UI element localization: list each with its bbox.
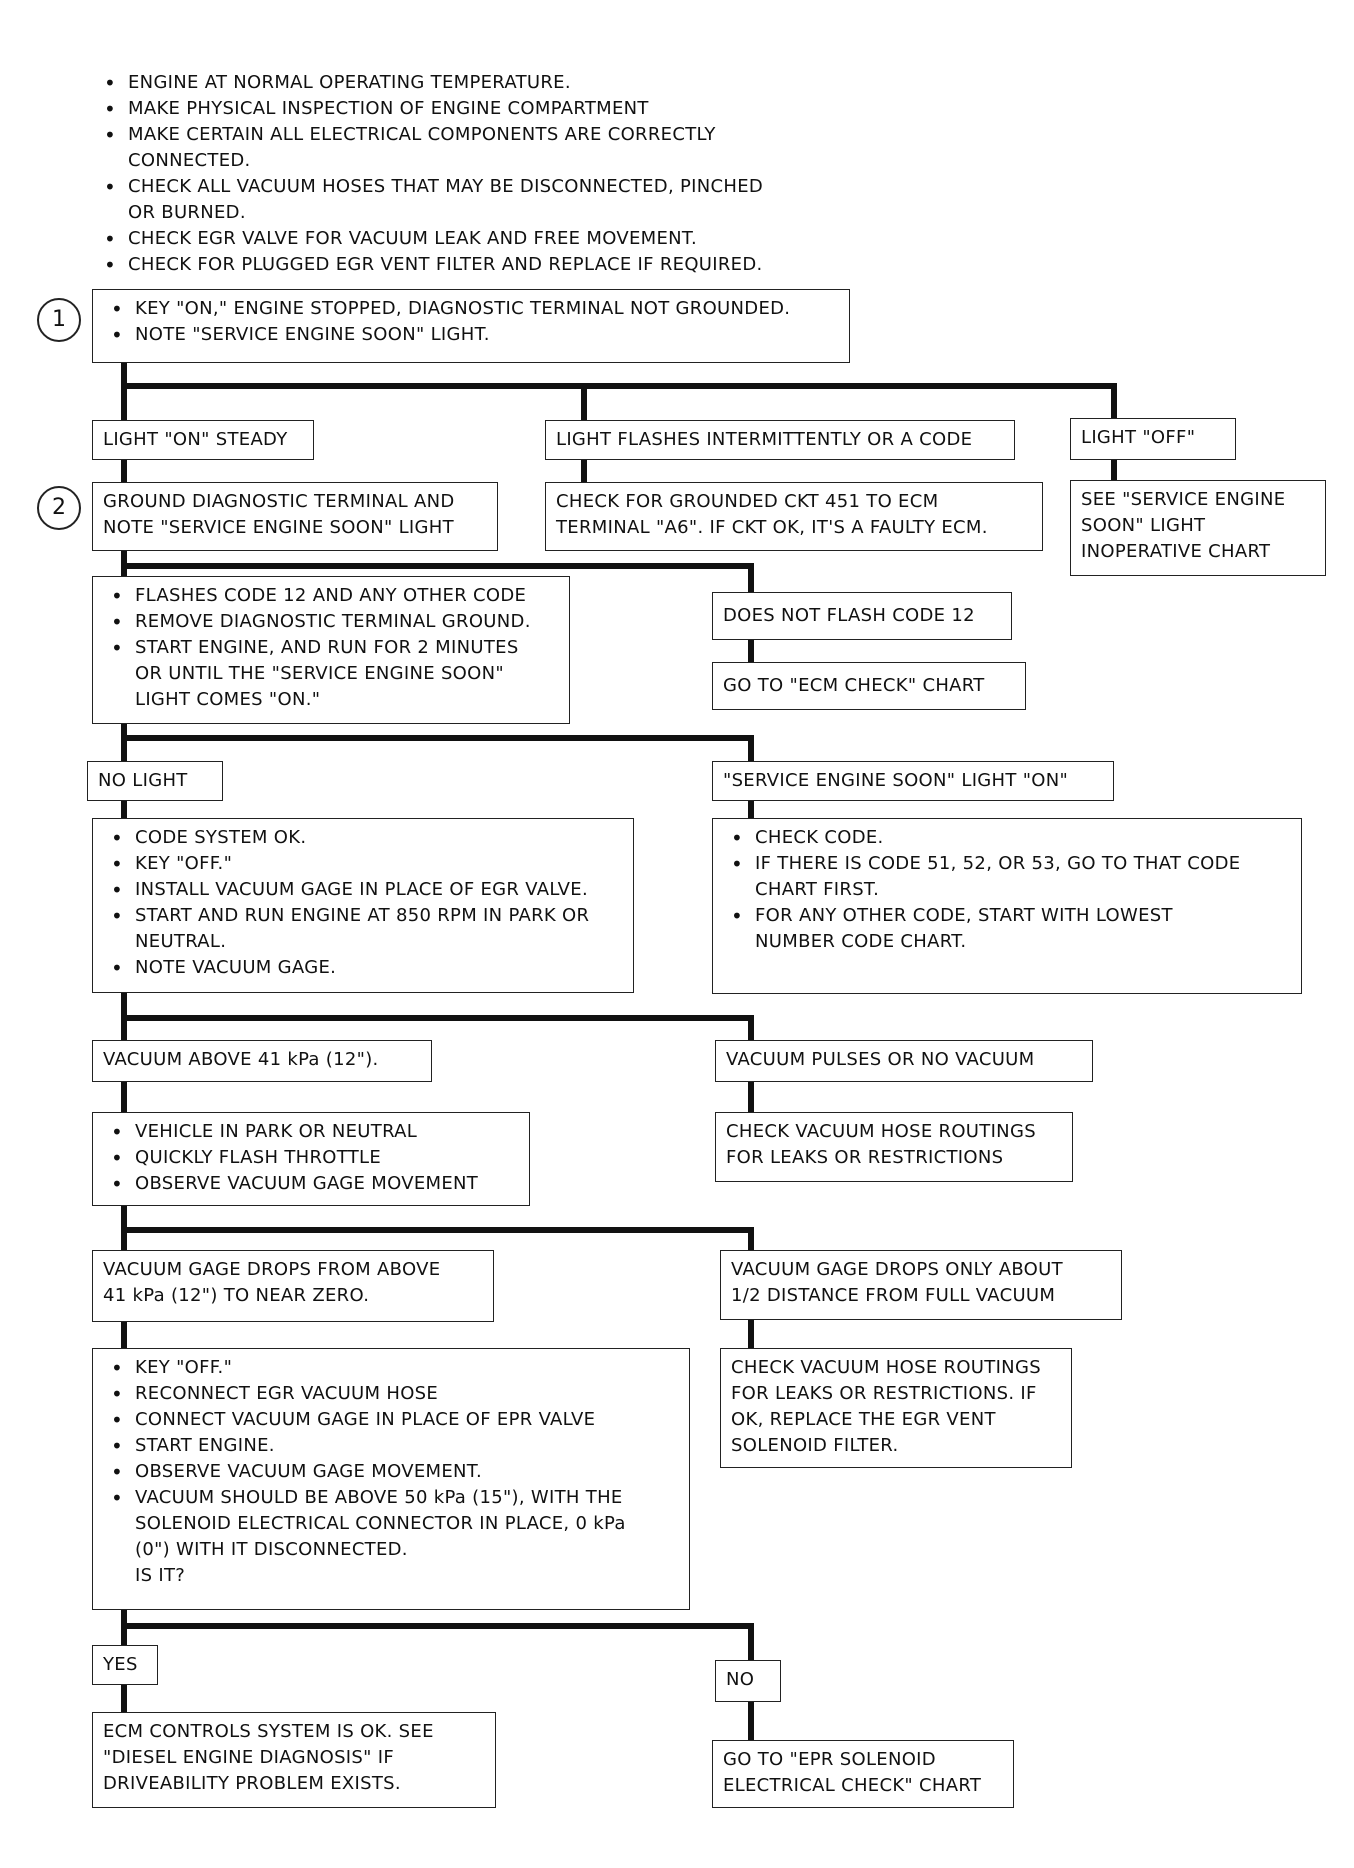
- no-light-label: NO LIGHT: [87, 761, 223, 801]
- flash-throttle-box: [92, 1112, 530, 1206]
- ecm-ok-box: [92, 1712, 496, 1808]
- does-not-flash-label: DOES NOT FLASH CODE 12: [712, 592, 1012, 640]
- final-check-box: [92, 1348, 690, 1610]
- vacuum-above-label: VACUUM ABOVE 41 kPa (12").: [92, 1040, 432, 1082]
- connector: [121, 383, 1117, 389]
- final-check-list: [103, 1355, 679, 1589]
- step-1-item: • KEY "ON," ENGINE STOPPED, DIAGNOSTIC TERMINAL NOT GROUNDED.: [103, 296, 839, 322]
- final-check-item: • OBSERVE VACUUM GAGE MOVEMENT.: [103, 1459, 679, 1485]
- epr-solenoid-line: ELECTRICAL CHECK" CHART: [723, 1775, 982, 1796]
- intro-item: • CHECK ALL VACUUM HOSES THAT MAY BE DISCONNECTED, PINCHED OR BURNED.: [96, 174, 763, 226]
- goto-ecm-check-box: GO TO "ECM CHECK" CHART: [712, 662, 1026, 710]
- gage-drops-line: 41 kPa (12") TO NEAR ZERO.: [103, 1285, 370, 1306]
- connector: [121, 459, 127, 483]
- flash-throttle-item: • QUICKLY FLASH THROTTLE: [103, 1145, 519, 1171]
- connector: [748, 735, 754, 763]
- connector: [748, 1318, 754, 1350]
- connector: [121, 563, 754, 569]
- connector: [748, 639, 754, 663]
- ecm-ok-line: "DIESEL ENGINE DIAGNOSIS" IF: [103, 1747, 394, 1768]
- check-hose-filter-line: FOR LEAKS OR RESTRICTIONS. IF: [731, 1383, 1037, 1404]
- step-1-marker: 1: [37, 298, 81, 342]
- connector: [748, 1227, 754, 1251]
- inoperative-line: SEE "SERVICE ENGINE: [1081, 489, 1286, 510]
- flash-throttle-list: [103, 1119, 519, 1197]
- code-system-item: • INSTALL VACUUM GAGE IN PLACE OF EGR VALVE.: [103, 877, 623, 903]
- check-code-box: [712, 818, 1302, 994]
- connector: [121, 1684, 127, 1714]
- final-check-item: • KEY "OFF.": [103, 1355, 679, 1381]
- intro-item-cont: CONNECTED.: [128, 150, 251, 171]
- check-hose-filter-line: CHECK VACUUM HOSE ROUTINGS: [731, 1357, 1041, 1378]
- connector: [581, 459, 587, 483]
- check-ckt451-line: CHECK FOR GROUNDED CKT 451 TO ECM: [556, 491, 939, 512]
- connector: [748, 1702, 754, 1742]
- check-ckt451-line: TERMINAL "A6". IF CKT OK, IT'S A FAULTY ECM.: [556, 517, 988, 538]
- code-12-box: [92, 576, 570, 724]
- connector: [121, 1320, 127, 1350]
- code-system-ok-box: [92, 818, 634, 993]
- light-flashes-label: LIGHT FLASHES INTERMITTENTLY OR A CODE: [545, 420, 1015, 460]
- intro-item: • ENGINE AT NORMAL OPERATING TEMPERATURE.: [96, 70, 763, 96]
- final-check-item: • RECONNECT EGR VACUUM HOSE: [103, 1381, 679, 1407]
- code-12-item: • FLASHES CODE 12 AND ANY OTHER CODE: [103, 583, 559, 609]
- connector: [121, 383, 127, 423]
- gage-half-drop-line: 1/2 DISTANCE FROM FULL VACUUM: [731, 1285, 1056, 1306]
- inoperative-chart-box: [1070, 480, 1326, 576]
- connector: [1111, 383, 1117, 423]
- connector: [748, 1623, 754, 1663]
- step-1-item: • NOTE "SERVICE ENGINE SOON" LIGHT.: [103, 322, 839, 348]
- code-system-item: • KEY "OFF.": [103, 851, 623, 877]
- code-12-item: • START ENGINE, AND RUN FOR 2 MINUTES OR UNTIL THE "SERVICE ENGINE SOON" LIGHT COMES "ON.": [103, 635, 559, 713]
- connector: [748, 1080, 754, 1114]
- light-on-steady-label: LIGHT "ON" STEADY: [92, 420, 314, 460]
- code-12-list: [103, 583, 559, 713]
- check-hose-line: CHECK VACUUM HOSE ROUTINGS: [726, 1121, 1036, 1142]
- gage-half-drop-box: [720, 1250, 1122, 1320]
- flash-throttle-item: • VEHICLE IN PARK OR NEUTRAL: [103, 1119, 519, 1145]
- check-hose-routing-box: [715, 1112, 1073, 1182]
- step-2-line: GROUND DIAGNOSTIC TERMINAL AND: [103, 491, 455, 512]
- code-system-item: • START AND RUN ENGINE AT 850 RPM IN PARK OR NEUTRAL.: [103, 903, 623, 955]
- intro-item: • MAKE CERTAIN ALL ELECTRICAL COMPONENTS ARE CORRECTLY CONNECTED.: [96, 122, 763, 174]
- yes-label: YES: [92, 1645, 158, 1685]
- gage-drops-box: [92, 1250, 494, 1322]
- connector: [121, 800, 127, 820]
- check-code-item: • IF THERE IS CODE 51, 52, OR 53, GO TO THAT CODE CHART FIRST.: [723, 851, 1291, 903]
- intro-checklist: [96, 70, 763, 278]
- no-label: NO: [715, 1660, 781, 1702]
- connector: [121, 1015, 754, 1021]
- final-check-item: • VACUUM SHOULD BE ABOVE 50 kPa (15"), WITH THE SOLENOID ELECTRICAL CONNECTOR IN PLACE, 0 kPa (0") WITH IT DISCONNECTED. IS IT?: [103, 1485, 679, 1589]
- epr-solenoid-line: GO TO "EPR SOLENOID: [723, 1749, 936, 1770]
- final-check-item: • CONNECT VACUUM GAGE IN PLACE OF EPR VALVE: [103, 1407, 679, 1433]
- gage-half-drop-line: VACUUM GAGE DROPS ONLY ABOUT: [731, 1259, 1063, 1280]
- intro-item-cont: OR BURNED.: [128, 202, 246, 223]
- check-ckt451-box: [545, 482, 1043, 551]
- connector: [581, 383, 587, 423]
- connector: [121, 1080, 127, 1114]
- code-system-list: [103, 825, 623, 981]
- connector: [121, 1227, 754, 1233]
- check-code-item: • FOR ANY OTHER CODE, START WITH LOWEST NUMBER CODE CHART.: [723, 903, 1291, 955]
- vacuum-pulses-label: VACUUM PULSES OR NO VACUUM: [715, 1040, 1093, 1082]
- flash-throttle-item: • OBSERVE VACUUM GAGE MOVEMENT: [103, 1171, 519, 1197]
- step-2-box: [92, 482, 498, 551]
- check-hose-filter-line: SOLENOID FILTER.: [731, 1435, 899, 1456]
- inoperative-line: SOON" LIGHT: [1081, 515, 1206, 536]
- epr-solenoid-box: [712, 1740, 1014, 1808]
- check-code-item: • CHECK CODE.: [723, 825, 1291, 851]
- connector: [1111, 459, 1117, 481]
- code-system-item: • CODE SYSTEM OK.: [103, 825, 623, 851]
- step-1-box: [92, 289, 850, 363]
- code-system-item: • NOTE VACUUM GAGE.: [103, 955, 623, 981]
- connector: [748, 800, 754, 818]
- final-check-item: • START ENGINE.: [103, 1433, 679, 1459]
- connector: [748, 1015, 754, 1043]
- service-light-on-label: "SERVICE ENGINE SOON" LIGHT "ON": [712, 761, 1114, 801]
- ecm-ok-line: ECM CONTROLS SYSTEM IS OK. SEE: [103, 1721, 434, 1742]
- step-2-marker: 2: [37, 486, 81, 530]
- intro-item: • CHECK EGR VALVE FOR VACUUM LEAK AND FREE MOVEMENT.: [96, 226, 763, 252]
- light-off-label: LIGHT "OFF": [1070, 418, 1236, 460]
- intro-item: • MAKE PHYSICAL INSPECTION OF ENGINE COMPARTMENT: [96, 96, 763, 122]
- check-code-list: [723, 825, 1291, 955]
- connector: [121, 735, 754, 741]
- gage-drops-line: VACUUM GAGE DROPS FROM ABOVE: [103, 1259, 441, 1280]
- step-2-line: NOTE "SERVICE ENGINE SOON" LIGHT: [103, 517, 454, 538]
- connector: [121, 723, 127, 763]
- check-hose-line: FOR LEAKS OR RESTRICTIONS: [726, 1147, 1004, 1168]
- code-12-item: • REMOVE DIAGNOSTIC TERMINAL GROUND.: [103, 609, 559, 635]
- check-hose-filter-line: OK, REPLACE THE EGR VENT: [731, 1409, 996, 1430]
- check-hose-filter-box: [720, 1348, 1072, 1468]
- ecm-ok-line: DRIVEABILITY PROBLEM EXISTS.: [103, 1773, 401, 1794]
- connector: [121, 1623, 754, 1629]
- connector: [748, 563, 754, 593]
- intro-item: • CHECK FOR PLUGGED EGR VENT FILTER AND REPLACE IF REQUIRED.: [96, 252, 763, 278]
- inoperative-line: INOPERATIVE CHART: [1081, 541, 1271, 562]
- step-1-list: [103, 296, 839, 348]
